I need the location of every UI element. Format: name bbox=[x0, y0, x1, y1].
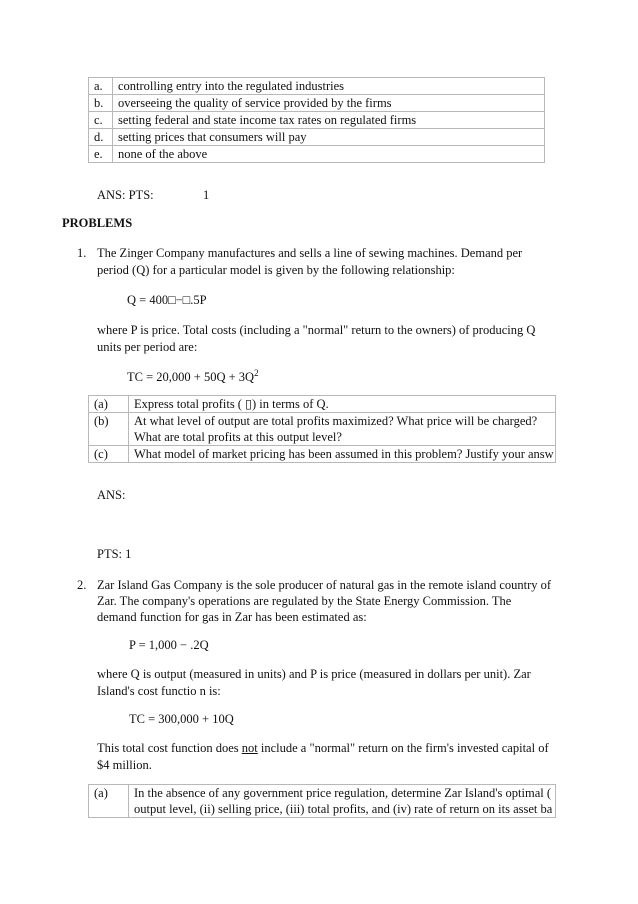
problem2-parts-table bbox=[88, 784, 556, 818]
problem-text-line: Zar Island Gas Company is the sole producer of natural gas in the remote island country of bbox=[97, 578, 552, 592]
mc-option-row bbox=[89, 146, 545, 163]
text-segment: This total cost function does bbox=[97, 741, 242, 755]
mc-option-row bbox=[89, 112, 545, 129]
section-heading: PROBLEMS bbox=[62, 216, 133, 230]
text-segment: include a "normal" return on the firm's invested capital of bbox=[257, 741, 549, 755]
mc-option-text: setting federal and state income tax rates on regulated firms bbox=[113, 112, 545, 129]
mc-option-letter: e. bbox=[89, 146, 113, 163]
problem-number: 1. bbox=[77, 246, 87, 260]
problem-number: 2. bbox=[77, 578, 87, 592]
part-text-line: At what level of output are total profits maximized? What price will be charged? bbox=[134, 414, 538, 428]
part-text-line: In the absence of any government price regulation, determine Zar Island's optimal ( bbox=[134, 786, 552, 800]
problem-text-line: period (Q) for a particular model is given by the following relationship: bbox=[97, 263, 455, 277]
mc-option-row bbox=[89, 78, 545, 95]
demand-equation: Q = 400□−□.5P bbox=[127, 293, 207, 307]
part-row bbox=[89, 446, 556, 463]
mc-options-table bbox=[88, 77, 545, 163]
mc-option-text: overseeing the quality of service provided by the firms bbox=[113, 95, 545, 112]
part-row bbox=[89, 396, 556, 413]
mc-option-text: setting prices that consumers will pay bbox=[113, 129, 545, 146]
pts-value: 1 bbox=[203, 188, 210, 202]
ans-pts-label: ANS: PTS: bbox=[97, 188, 154, 202]
problem-text-line: units per period are: bbox=[97, 340, 198, 354]
cost-equation bbox=[127, 368, 259, 385]
problem1-parts-table bbox=[88, 395, 556, 463]
problem-text-line: where P is price. Total costs (including a "normal" return to the owners) of producing Q bbox=[97, 323, 536, 337]
problem-text-line: $4 million. bbox=[97, 758, 152, 772]
mc-option-text: controlling entry into the regulated industries bbox=[113, 78, 545, 95]
part-label: (c) bbox=[89, 446, 129, 463]
problem-text-line: demand function for gas in Zar has been estimated as: bbox=[97, 610, 367, 624]
problem-text-line: The Zinger Company manufactures and sells a line of sewing machines. Demand per bbox=[97, 246, 523, 260]
part-text: Express total profits ( ▯) in terms of Q. bbox=[129, 396, 556, 413]
problem-text-line bbox=[97, 741, 549, 756]
cost-equation-exponent: 2 bbox=[254, 368, 259, 378]
problem-text-line: Island's cost functio n is: bbox=[97, 684, 221, 698]
problem-text-line: where Q is output (measured in units) and P is price (measured in dollars per unit). Zar bbox=[97, 667, 531, 681]
demand-equation: P = 1,000 − .2Q bbox=[129, 638, 209, 652]
cost-equation: TC = 300,000 + 10Q bbox=[129, 712, 234, 726]
mc-option-letter: d. bbox=[89, 129, 113, 146]
mc-option-text: none of the above bbox=[113, 146, 545, 163]
part-text-line: What are total profits at this output level? bbox=[134, 430, 342, 444]
points-label: PTS: 1 bbox=[97, 547, 132, 561]
mc-option-row bbox=[89, 129, 545, 146]
cost-equation-text: TC = 20,000 + 50Q + 3Q bbox=[127, 370, 255, 385]
part-label: (b) bbox=[89, 413, 129, 446]
mc-option-letter: b. bbox=[89, 95, 113, 112]
mc-option-row bbox=[89, 95, 545, 112]
part-row bbox=[89, 413, 556, 446]
mc-option-letter: a. bbox=[89, 78, 113, 95]
part-text bbox=[129, 785, 556, 818]
mc-option-letter: c. bbox=[89, 112, 113, 129]
part-row bbox=[89, 785, 556, 818]
underlined-word: not bbox=[241, 741, 258, 755]
problem-text-line: Zar. The company's operations are regulated by the State Energy Commission. The bbox=[97, 594, 512, 608]
part-text bbox=[129, 413, 556, 446]
answer-label: ANS: bbox=[97, 488, 126, 502]
part-text-line: output level, (ii) selling price, (iii) total profits, and (iv) rate of return on its asset ba bbox=[134, 802, 553, 816]
part-label: (a) bbox=[89, 785, 129, 818]
part-label: (a) bbox=[89, 396, 129, 413]
ans-pts-line bbox=[97, 188, 154, 203]
part-text: What model of market pricing has been assumed in this problem? Justify your answ bbox=[129, 446, 556, 463]
